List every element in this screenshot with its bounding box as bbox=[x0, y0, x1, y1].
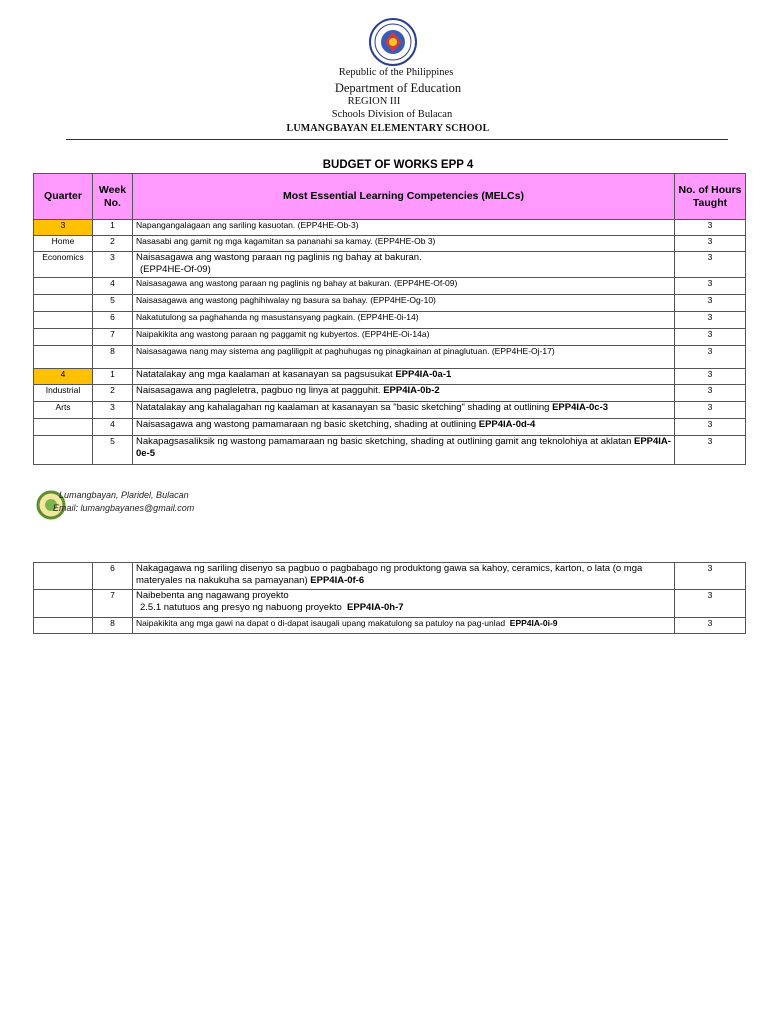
table-row bbox=[34, 563, 746, 590]
competency-cell: Nakatutulong sa paghahanda ng masustansyang pagkain. (EPP4HE-0i-14) bbox=[133, 312, 675, 329]
header-school: LUMANGBAYAN ELEMENTARY SCHOOL bbox=[286, 123, 490, 134]
quarter-cell: Economics bbox=[34, 252, 93, 278]
quarter-cell bbox=[34, 590, 93, 618]
competency-subitem-text: 2.5.1 natutuos ang presyo ng nabuong proyekto bbox=[140, 602, 342, 613]
competency-code: EPP4IA-0e-5 bbox=[136, 436, 671, 459]
column-header-week: Week No. bbox=[93, 174, 133, 220]
budget-of-works-table-continued bbox=[33, 562, 746, 634]
competency-code: (EPP4HE-Of-09) bbox=[140, 264, 211, 275]
competency-cell bbox=[133, 590, 675, 618]
hours-cell: 3 bbox=[675, 312, 746, 329]
competency-text: Naipakikita ang mga gawi na dapat o di-dapat isaugali upang makatulong sa patuloy na pag-unlad bbox=[136, 618, 506, 628]
table-row bbox=[34, 618, 746, 634]
competency-cell bbox=[133, 419, 675, 436]
hours-cell: 3 bbox=[675, 436, 746, 465]
week-cell: 5 bbox=[93, 295, 133, 312]
hours-cell: 3 bbox=[675, 385, 746, 402]
week-cell: 6 bbox=[93, 312, 133, 329]
quarter-cell bbox=[34, 618, 93, 634]
hours-cell: 3 bbox=[675, 563, 746, 590]
quarter-cell bbox=[34, 329, 93, 346]
week-cell: 2 bbox=[93, 236, 133, 252]
competency-code: EPP4IA-0a-1 bbox=[395, 369, 452, 380]
table-row bbox=[34, 295, 746, 312]
competency-cell bbox=[133, 369, 675, 385]
week-cell: 3 bbox=[93, 252, 133, 278]
table-row bbox=[34, 278, 746, 295]
budget-of-works-table bbox=[33, 173, 746, 465]
column-header-hours: No. of Hours Taught bbox=[675, 174, 746, 220]
competency-cell bbox=[133, 436, 675, 465]
hours-cell: 3 bbox=[675, 402, 746, 419]
header-divider bbox=[66, 139, 728, 140]
competency-code: EPP4IA-0b-2 bbox=[383, 385, 440, 396]
hours-cell: 3 bbox=[675, 295, 746, 312]
table-row bbox=[34, 236, 746, 252]
week-cell: 8 bbox=[93, 618, 133, 634]
table-row bbox=[34, 385, 746, 402]
competency-text: Naisasagawa ang pagleletra, pagbuo ng linya at pagguhit. bbox=[136, 385, 381, 396]
page-footer bbox=[36, 490, 276, 526]
quarter-cell bbox=[34, 419, 93, 436]
week-cell: 4 bbox=[93, 278, 133, 295]
competency-text: Natatalakay ang kahalagahan ng kaalaman at kasanayan sa "basic sketching" shading at outlining bbox=[136, 402, 550, 413]
table-row bbox=[34, 220, 746, 236]
quarter-cell bbox=[34, 295, 93, 312]
hours-cell: 3 bbox=[675, 220, 746, 236]
competency-cell bbox=[133, 252, 675, 278]
table-row bbox=[34, 436, 746, 465]
competency-cell: Naisasagawa ang wastong paghihiwalay ng basura sa bahay. (EPP4HE-Og-10) bbox=[133, 295, 675, 312]
quarter-cell bbox=[34, 563, 93, 590]
week-cell: 8 bbox=[93, 346, 133, 369]
column-header-quarter: Quarter bbox=[34, 174, 93, 220]
competency-cell bbox=[133, 385, 675, 402]
quarter-cell: Home bbox=[34, 236, 93, 252]
header-region: REGION III bbox=[347, 96, 401, 107]
competency-cell: Napangangalagaan ang sariling kasuotan. (EPP4HE-Ob-3) bbox=[133, 220, 675, 236]
quarter-cell: Industrial bbox=[34, 385, 93, 402]
quarter-cell bbox=[34, 436, 93, 465]
week-cell: 7 bbox=[93, 590, 133, 618]
competency-cell bbox=[133, 618, 675, 634]
quarter-cell bbox=[34, 278, 93, 295]
competency-cell bbox=[133, 402, 675, 419]
hours-cell: 3 bbox=[675, 419, 746, 436]
competency-cell: Nasasabi ang gamit ng mga kagamitan sa pananahi sa kamay. (EPP4HE-Ob 3) bbox=[133, 236, 675, 252]
hours-cell: 3 bbox=[675, 590, 746, 618]
column-header-melc: Most Essential Learning Competencies (MELCs) bbox=[133, 174, 675, 220]
competency-subitem bbox=[136, 602, 671, 614]
quarter-cell: 4 bbox=[34, 369, 93, 385]
week-cell: 5 bbox=[93, 436, 133, 465]
quarter-cell bbox=[34, 346, 93, 369]
competency-text: Naisasagawa ang wastong pamamaraan ng basic sketching, shading at outlining bbox=[136, 419, 477, 430]
competency-code: EPP4IA-0i-9 bbox=[509, 618, 558, 628]
footer-address: Lumangbayan, Plaridel, Bulacan bbox=[59, 490, 189, 500]
quarter-cell bbox=[34, 312, 93, 329]
hours-cell: 3 bbox=[675, 346, 746, 369]
hours-cell: 3 bbox=[675, 236, 746, 252]
week-cell: 4 bbox=[93, 419, 133, 436]
footer-email: Email: lumangbayanes@gmail.com bbox=[53, 503, 195, 513]
quarter-cell: Arts bbox=[34, 402, 93, 419]
week-cell: 3 bbox=[93, 402, 133, 419]
document-title: BUDGET OF WORKS EPP 4 bbox=[322, 159, 474, 171]
table-row bbox=[34, 312, 746, 329]
hours-cell: 3 bbox=[675, 252, 746, 278]
competency-code: EPP4IA-0h-7 bbox=[347, 602, 404, 613]
competency-cell bbox=[133, 563, 675, 590]
week-cell: 1 bbox=[93, 220, 133, 236]
hours-cell: 3 bbox=[675, 618, 746, 634]
competency-cell: Naisasagawa ang wastong paraan ng paglinis ng bahay at bakuran. (EPP4HE-Of-09) bbox=[133, 278, 675, 295]
table-row bbox=[34, 346, 746, 369]
competency-cell: Naisasagawa nang may sistema ang pagliligpit at paghuhugas ng pinagkainan at pinaglutuan. (EPP4HE-Oj-17) bbox=[133, 346, 675, 369]
hours-cell: 3 bbox=[675, 329, 746, 346]
table-row bbox=[34, 252, 746, 278]
competency-code: EPP4IA-0f-6 bbox=[310, 575, 365, 586]
week-cell: 6 bbox=[93, 563, 133, 590]
competency-text: Nakapagsasaliksik ng wastong pamamaraan ng basic sketching, shading at outlining gamit ang teknolohiya at aklatan bbox=[136, 436, 632, 447]
competency-code: EPP4IA-0d-4 bbox=[478, 419, 536, 430]
table-row bbox=[34, 590, 746, 618]
week-cell: 1 bbox=[93, 369, 133, 385]
competency-code: EPP4IA-0c-3 bbox=[552, 402, 609, 413]
table-row bbox=[34, 369, 746, 385]
header-republic: Republic of the Philippines bbox=[338, 67, 454, 78]
hours-cell: 3 bbox=[675, 369, 746, 385]
competency-text: Natatalakay ang mga kaalaman at kasanayan sa pagsusukat bbox=[136, 369, 393, 380]
competency-text: Nakagagawa ng sariling disenyo sa pagbuo o pagbabago ng produktong gawa sa kahoy, ceramics, karton, o lata (o mga materyales na nakukuha sa pamayanan) bbox=[136, 563, 643, 586]
competency-text: Naibebenta ang nagawang proyekto bbox=[136, 590, 289, 601]
competency-cell: Naipakikita ang wastong paraan ng paggamit ng kubyertos. (EPP4HE-Oi-14a) bbox=[133, 329, 675, 346]
hours-cell: 3 bbox=[675, 278, 746, 295]
header-division: Schools Division of Bulacan bbox=[331, 109, 453, 120]
table-row bbox=[34, 419, 746, 436]
header-department: Department of Education bbox=[334, 81, 462, 95]
table-row bbox=[34, 329, 746, 346]
competency-text: Naisasagawa ang wastong paraan ng paglinis ng bahay at bakuran. bbox=[136, 252, 422, 263]
week-cell: 7 bbox=[93, 329, 133, 346]
quarter-cell: 3 bbox=[34, 220, 93, 236]
table-row bbox=[34, 402, 746, 419]
week-cell: 2 bbox=[93, 385, 133, 402]
deped-seal-logo bbox=[369, 18, 417, 66]
